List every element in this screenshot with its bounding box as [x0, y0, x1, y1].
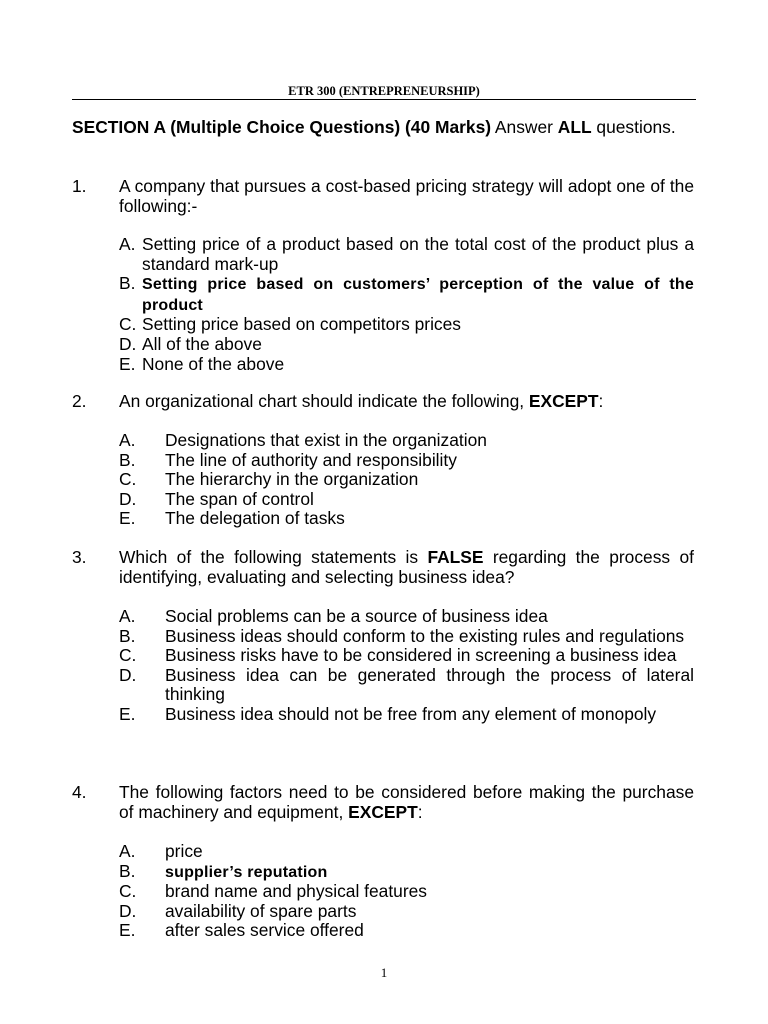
question-3-options: [119, 607, 694, 725]
option-b: [119, 862, 694, 883]
option-text: supplier’s reputation: [165, 863, 328, 881]
option-text: Business risks have to be considered in screening a business idea: [165, 645, 677, 666]
option-e: [119, 705, 694, 725]
option-text: brand name and physical features: [165, 881, 427, 902]
option-text: Social problems can be a source of business idea: [165, 606, 548, 626]
question-text-bold: EXCEPT: [528, 391, 599, 411]
option-letter: C.: [119, 881, 137, 902]
option-text: Setting price based on customers’ perception of the value of the product: [142, 276, 694, 314]
question-2-options: [119, 431, 694, 529]
section-title: SECTION A (Multiple Choice Questions) (40 Marks): [72, 117, 492, 137]
page-number: 1: [380, 965, 388, 980]
option-text: None of the above: [142, 353, 285, 374]
option-text: The span of control: [165, 488, 314, 509]
option-b: [119, 451, 694, 471]
option-d: [119, 490, 694, 510]
question-text-bold: EXCEPT: [348, 801, 418, 822]
question-text-pre: Which of the following statements is: [119, 547, 419, 567]
question-number: 2.: [72, 391, 87, 411]
option-letter: D.: [119, 488, 137, 509]
option-letter: A.: [119, 430, 136, 450]
question-1: [72, 177, 694, 216]
question-number: 1.: [72, 176, 87, 196]
question-text-post: :: [417, 801, 423, 822]
question-number: 3.: [72, 547, 87, 567]
option-d: [119, 902, 694, 922]
option-letter: D.: [119, 664, 137, 685]
option-e: [119, 509, 694, 529]
option-letter: C.: [119, 314, 137, 335]
course-header: ETR 300 (ENTREPRENEURSHIP): [288, 84, 480, 98]
option-text: price: [165, 841, 203, 861]
section-instruction-bold: ALL: [557, 117, 592, 137]
option-letter: D.: [119, 333, 137, 354]
option-letter: B.: [119, 449, 136, 470]
option-letter: B.: [119, 625, 136, 646]
option-a: [119, 842, 694, 862]
option-letter: B.: [119, 273, 136, 294]
question-4: [72, 783, 694, 822]
question-text: [119, 783, 694, 822]
option-letter: A.: [119, 234, 136, 254]
option-c: [119, 646, 694, 666]
option-e: [119, 921, 694, 941]
section-heading: [72, 118, 694, 138]
option-b: [119, 274, 694, 315]
option-text: Designations that exist in the organization: [165, 430, 487, 450]
question-text-bold: FALSE: [427, 547, 484, 567]
question-text-post: :: [598, 391, 604, 411]
option-text: The line of authority and responsibility: [165, 449, 457, 470]
question-2: [72, 392, 694, 412]
option-c: [119, 315, 694, 335]
header-divider: [72, 99, 696, 100]
question-number: 4.: [72, 782, 87, 802]
option-text: Business idea can be generated through the process of lateral thinking: [165, 664, 694, 705]
option-letter: E.: [119, 703, 136, 724]
question-3: [72, 548, 694, 587]
option-d: [119, 335, 694, 355]
option-letter: A.: [119, 606, 136, 626]
option-text: The delegation of tasks: [165, 508, 345, 529]
question-1-options: [119, 235, 694, 374]
question-text-pre: An organizational chart should indicate the following,: [119, 391, 525, 411]
option-e: [119, 355, 694, 375]
option-text: Business idea should not be free from any element of monopoly: [165, 703, 657, 724]
option-text: Setting price of a product based on the total cost of the product plus a standard mark-up: [142, 234, 694, 274]
option-text: after sales service offered: [165, 920, 364, 941]
option-letter: E.: [119, 920, 136, 941]
option-text: Setting price based on competitors prices: [142, 314, 461, 335]
option-c: [119, 470, 694, 490]
option-letter: E.: [119, 353, 136, 374]
question-text: [119, 548, 694, 587]
question-text-post: regarding the process of identifying, evaluating and selecting business idea?: [119, 547, 694, 587]
option-d: [119, 666, 694, 705]
option-letter: B.: [119, 860, 136, 881]
question-4-options: [119, 842, 694, 941]
option-a: [119, 235, 694, 274]
question-text-pre: The following factors need to be considered before making the purchase of machinery and equipment,: [119, 782, 694, 822]
option-a: [119, 607, 694, 627]
option-letter: D.: [119, 900, 137, 921]
option-letter: E.: [119, 508, 136, 529]
option-text: Business ideas should conform to the existing rules and regulations: [165, 625, 685, 646]
option-text: The hierarchy in the organization: [165, 469, 419, 490]
section-instruction-pre: Answer: [494, 117, 553, 137]
option-a: [119, 431, 694, 451]
option-text: All of the above: [142, 333, 262, 354]
option-text: availability of spare parts: [165, 900, 357, 921]
option-letter: C.: [119, 645, 137, 666]
option-c: [119, 882, 694, 902]
option-letter: A.: [119, 841, 136, 861]
option-b: [119, 627, 694, 647]
question-text: [119, 392, 694, 412]
question-text: A company that pursues a cost-based pricing strategy will adopt one of the following:-: [119, 176, 694, 216]
section-instruction-post: questions.: [596, 117, 676, 137]
option-letter: C.: [119, 469, 137, 490]
